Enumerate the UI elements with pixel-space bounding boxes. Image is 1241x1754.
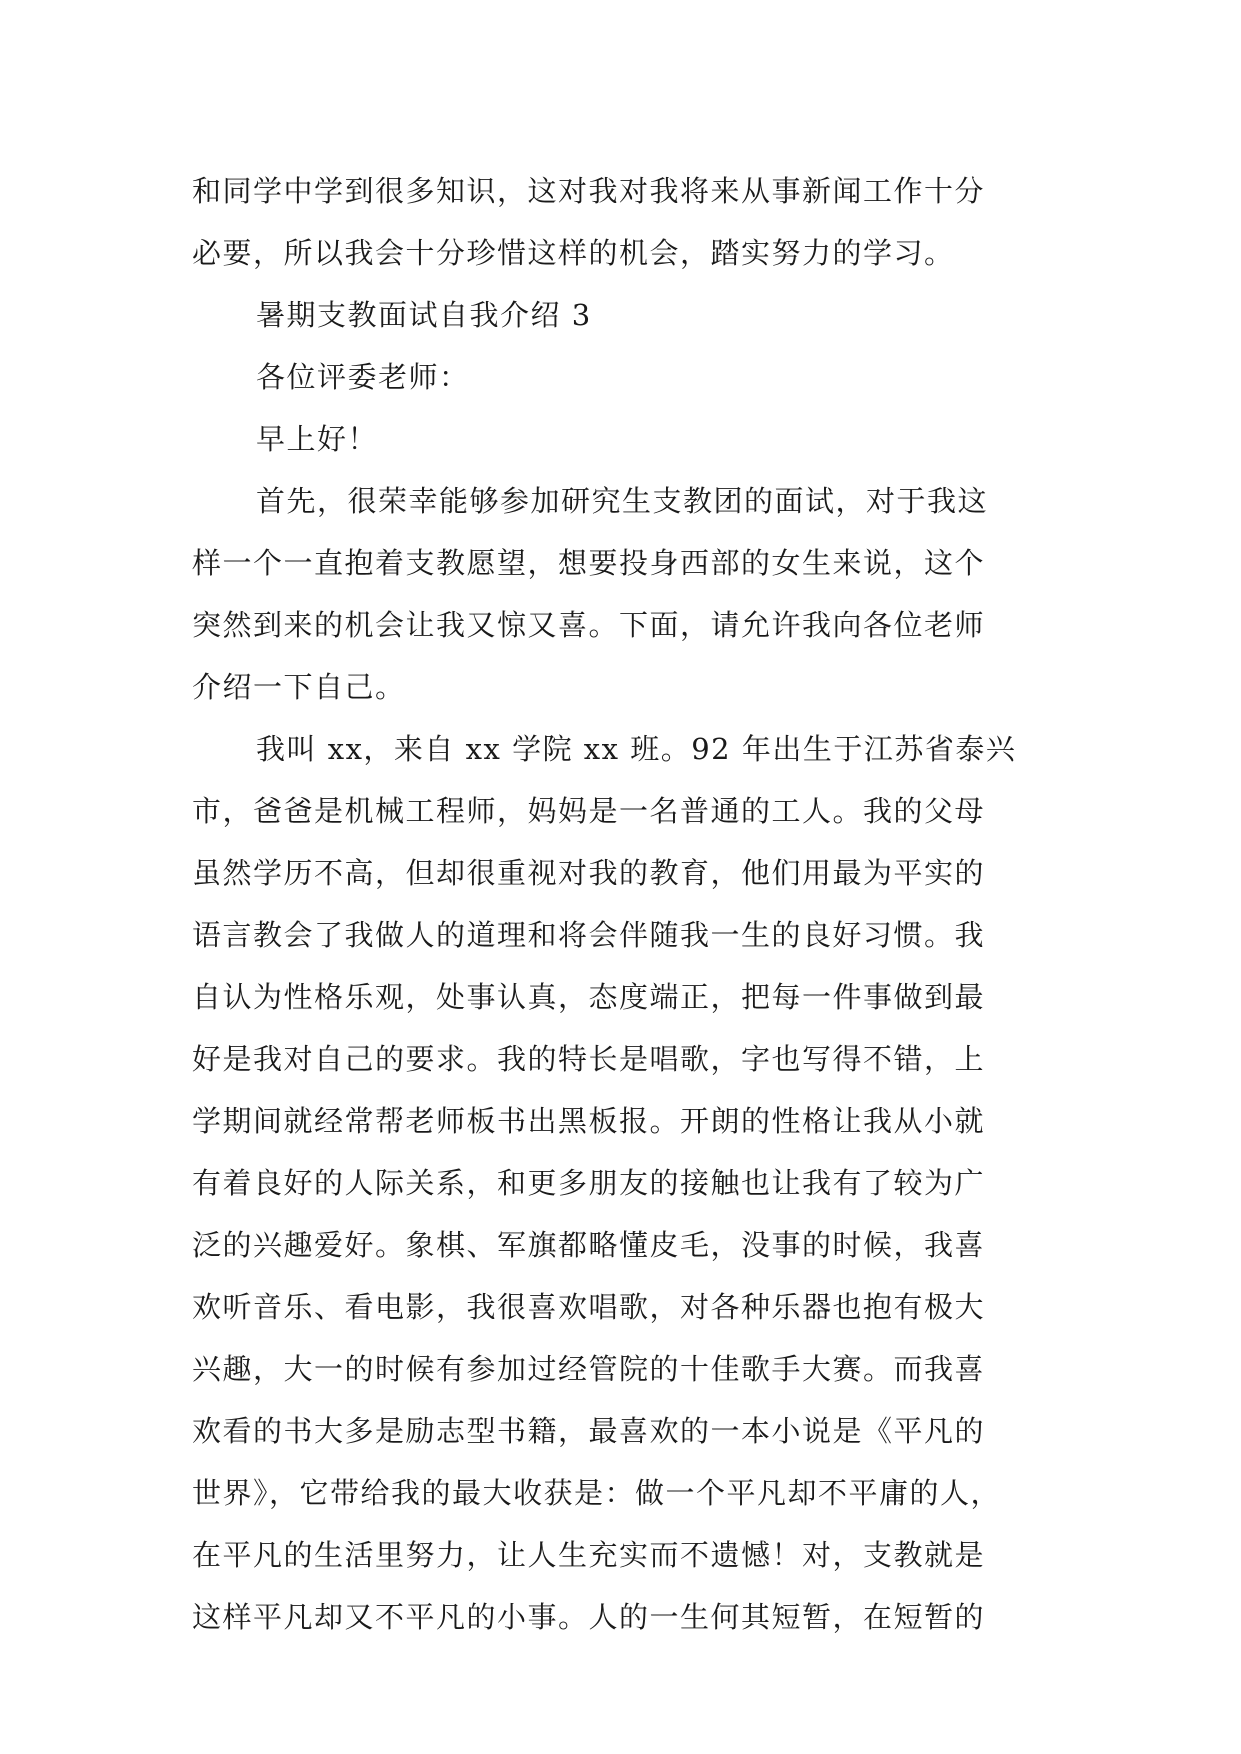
text-line: 虽然学历不高，但却很重视对我的教育，他们用最为平实的 [192, 856, 986, 890]
text-line: 这样平凡却又不平凡的小事。人的一生何其短暂，在短暂的 [192, 1600, 986, 1634]
text-line: 有着良好的人际关系，和更多朋友的接触也让我有了较为广 [192, 1166, 986, 1200]
text-line: 我叫 xx，来自 xx 学院 xx 班。92 年出生于江苏省泰兴 [256, 732, 1017, 766]
text-line: 介绍一下自己。 [192, 670, 406, 704]
text-line: 世界》，它带给我的最大收获是：做一个平凡却不平庸的人， [192, 1476, 1002, 1510]
text-line: 自认为性格乐观，处事认真，态度端正，把每一件事做到最 [192, 980, 986, 1014]
text-line: 学期间就经常帮老师板书出黑板报。开朗的性格让我从小就 [192, 1104, 986, 1138]
section-heading: 暑期支教面试自我介绍 3 [256, 298, 592, 332]
greeting: 早上好！ [256, 422, 379, 456]
text-line: 在平凡的生活里努力，让人生充实而不遗憾！对，支教就是 [192, 1538, 986, 1572]
text-line: 好是我对自己的要求。我的特长是唱歌，字也写得不错，上 [192, 1042, 986, 1076]
text-line: 和同学中学到很多知识，这对我对我将来从事新闻工作十分 [192, 174, 986, 208]
text-line: 首先，很荣幸能够参加研究生支教团的面试，对于我这 [256, 484, 989, 518]
document-body [192, 160, 1072, 1648]
text-line: 必要，所以我会十分珍惜这样的机会，踏实努力的学习。 [192, 236, 955, 270]
salutation: 各位评委老师： [256, 360, 470, 394]
text-line: 语言教会了我做人的道理和将会伴随我一生的良好习惯。我 [192, 918, 986, 952]
text-line: 突然到来的机会让我又惊又喜。下面，请允许我向各位老师 [192, 608, 986, 642]
text-line: 欢看的书大多是励志型书籍，最喜欢的一本小说是《平凡的 [192, 1414, 986, 1448]
text-line: 泛的兴趣爱好。象棋、军旗都略懂皮毛，没事的时候，我喜 [192, 1228, 986, 1262]
text-line: 兴趣，大一的时候有参加过经管院的十佳歌手大赛。而我喜 [192, 1352, 986, 1386]
text-line: 样一个一直抱着支教愿望，想要投身西部的女生来说，这个 [192, 546, 986, 580]
text-line: 市，爸爸是机械工程师，妈妈是一名普通的工人。我的父母 [192, 794, 986, 828]
text-line: 欢听音乐、看电影，我很喜欢唱歌，对各种乐器也抱有极大 [192, 1290, 986, 1324]
